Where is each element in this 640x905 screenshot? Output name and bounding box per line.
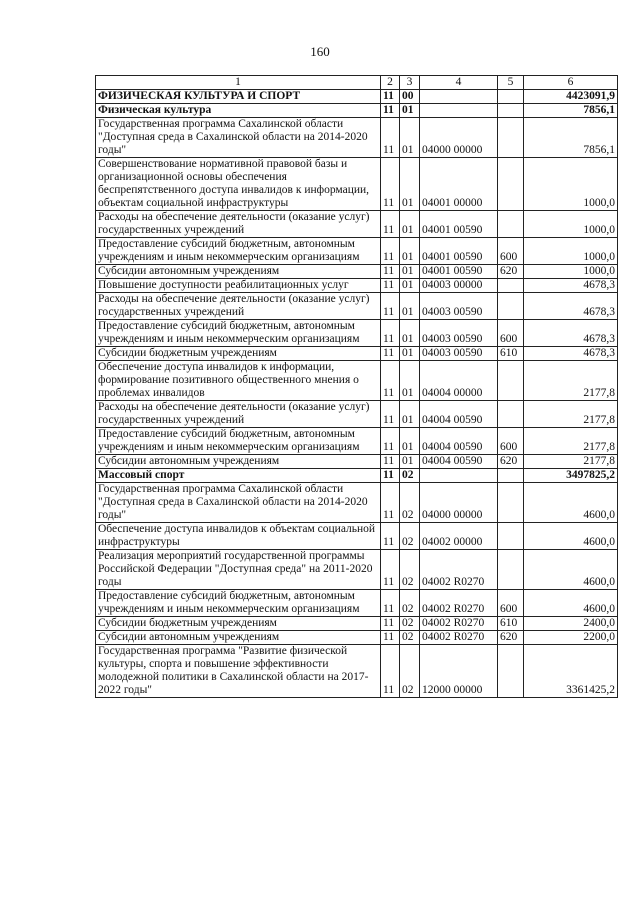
row-subsection-cell: 01 bbox=[400, 265, 420, 279]
row-subsection-cell: 02 bbox=[400, 523, 420, 550]
row-subsection-cell: 01 bbox=[400, 455, 420, 469]
row-name-cell: Субсидии автономным учреждениям bbox=[96, 631, 381, 645]
row-name-cell: Предоставление субсидий бюджетным, автономным учреждениям и иным некоммерческим организациям bbox=[96, 320, 381, 347]
header-cell-2: 2 bbox=[381, 76, 400, 90]
row-section-cell: 11 bbox=[381, 347, 400, 361]
row-section-cell: 11 bbox=[381, 90, 400, 104]
row-subsection-cell: 02 bbox=[400, 590, 420, 617]
row-name-cell: Повышение доступности реабилитационных услуг bbox=[96, 279, 381, 293]
table-row bbox=[96, 631, 618, 645]
row-subsection-cell: 01 bbox=[400, 211, 420, 238]
table-row bbox=[96, 118, 618, 158]
row-section-cell: 11 bbox=[381, 211, 400, 238]
table-row bbox=[96, 469, 618, 483]
row-expense-type-cell bbox=[498, 293, 524, 320]
row-target-article-cell: 04002 R0270 bbox=[420, 550, 498, 590]
row-section-cell: 11 bbox=[381, 293, 400, 320]
row-amount-cell: 1000,0 bbox=[524, 158, 618, 211]
row-subsection-cell: 01 bbox=[400, 401, 420, 428]
row-target-article-cell: 04002 R0270 bbox=[420, 617, 498, 631]
row-name-cell: Субсидии автономным учреждениям bbox=[96, 455, 381, 469]
row-amount-cell: 4678,3 bbox=[524, 279, 618, 293]
table-row bbox=[96, 483, 618, 523]
row-expense-type-cell bbox=[498, 211, 524, 238]
row-expense-type-cell: 620 bbox=[498, 265, 524, 279]
row-section-cell: 11 bbox=[381, 118, 400, 158]
row-subsection-cell: 02 bbox=[400, 617, 420, 631]
row-target-article-cell: 04004 00590 bbox=[420, 401, 498, 428]
row-target-article-cell: 04001 00000 bbox=[420, 158, 498, 211]
row-subsection-cell: 02 bbox=[400, 550, 420, 590]
row-expense-type-cell: 600 bbox=[498, 428, 524, 455]
row-amount-cell: 4678,3 bbox=[524, 347, 618, 361]
row-subsection-cell: 02 bbox=[400, 483, 420, 523]
row-target-article-cell: 04004 00590 bbox=[420, 428, 498, 455]
row-subsection-cell: 02 bbox=[400, 631, 420, 645]
table-row bbox=[96, 104, 618, 118]
row-target-article-cell: 04000 00000 bbox=[420, 483, 498, 523]
header-cell-1: 1 bbox=[96, 76, 381, 90]
row-target-article-cell: 04001 00590 bbox=[420, 238, 498, 265]
row-target-article-cell: 04001 00590 bbox=[420, 265, 498, 279]
row-expense-type-cell bbox=[498, 469, 524, 483]
row-amount-cell: 3361425,2 bbox=[524, 645, 618, 698]
row-target-article-cell: 04002 R0270 bbox=[420, 631, 498, 645]
row-section-cell: 11 bbox=[381, 428, 400, 455]
row-name-cell: Предоставление субсидий бюджетным, автономным учреждениям и иным некоммерческим организациям bbox=[96, 590, 381, 617]
row-target-article-cell: 12000 00000 bbox=[420, 645, 498, 698]
row-section-cell: 11 bbox=[381, 320, 400, 347]
row-target-article-cell: 04001 00590 bbox=[420, 211, 498, 238]
row-expense-type-cell bbox=[498, 550, 524, 590]
row-amount-cell: 4423091,9 bbox=[524, 90, 618, 104]
row-subsection-cell: 02 bbox=[400, 645, 420, 698]
table-row bbox=[96, 90, 618, 104]
row-section-cell: 11 bbox=[381, 279, 400, 293]
row-subsection-cell: 01 bbox=[400, 428, 420, 455]
row-name-cell: Государственная программа "Развитие физической культуры, спорта и повышение эффективности молодежной политики в Сахалинской области на 2017-2022 годы" bbox=[96, 645, 381, 698]
row-amount-cell: 1000,0 bbox=[524, 238, 618, 265]
row-section-cell: 11 bbox=[381, 401, 400, 428]
row-expense-type-cell bbox=[498, 118, 524, 158]
row-amount-cell: 2400,0 bbox=[524, 617, 618, 631]
table-row bbox=[96, 361, 618, 401]
row-expense-type-cell bbox=[498, 158, 524, 211]
table-row bbox=[96, 265, 618, 279]
row-expense-type-cell: 620 bbox=[498, 455, 524, 469]
row-target-article-cell: 04003 00000 bbox=[420, 279, 498, 293]
row-subsection-cell: 01 bbox=[400, 347, 420, 361]
row-expense-type-cell bbox=[498, 401, 524, 428]
table-row bbox=[96, 238, 618, 265]
table-row bbox=[96, 279, 618, 293]
row-expense-type-cell: 600 bbox=[498, 590, 524, 617]
header-cell-6: 6 bbox=[524, 76, 618, 90]
row-name-cell: Обеспечение доступа инвалидов к информации, формирование позитивного общественного мнения о проблемах инвалидов bbox=[96, 361, 381, 401]
row-amount-cell: 2177,8 bbox=[524, 455, 618, 469]
row-expense-type-cell: 600 bbox=[498, 238, 524, 265]
table-row bbox=[96, 617, 618, 631]
row-name-cell: Физическая культура bbox=[96, 104, 381, 118]
table-row bbox=[96, 211, 618, 238]
row-section-cell: 11 bbox=[381, 645, 400, 698]
row-amount-cell: 2177,8 bbox=[524, 361, 618, 401]
row-amount-cell: 4678,3 bbox=[524, 320, 618, 347]
row-name-cell: Предоставление субсидий бюджетным, автономным учреждениям и иным некоммерческим организациям bbox=[96, 238, 381, 265]
row-name-cell: Совершенствование нормативной правовой базы и организационной основы обеспечения беспрепятственного доступа инвалидов к информации, объектам социальной инфраструктуры bbox=[96, 158, 381, 211]
row-target-article-cell: 04000 00000 bbox=[420, 118, 498, 158]
row-name-cell: Реализация мероприятий государственной программы Российской Федерации "Доступная среда" на 2011-2020 годы bbox=[96, 550, 381, 590]
row-expense-type-cell bbox=[498, 483, 524, 523]
table-row bbox=[96, 523, 618, 550]
table-header-row bbox=[96, 76, 618, 90]
row-amount-cell: 1000,0 bbox=[524, 265, 618, 279]
row-section-cell: 11 bbox=[381, 104, 400, 118]
row-target-article-cell: 04002 00000 bbox=[420, 523, 498, 550]
row-section-cell: 11 bbox=[381, 631, 400, 645]
page-number: 160 bbox=[310, 44, 330, 59]
row-name-cell: Массовый спорт bbox=[96, 469, 381, 483]
row-expense-type-cell: 610 bbox=[498, 617, 524, 631]
budget-table bbox=[95, 75, 618, 698]
table-row bbox=[96, 401, 618, 428]
row-amount-cell: 2200,0 bbox=[524, 631, 618, 645]
row-name-cell: Субсидии бюджетным учреждениям bbox=[96, 347, 381, 361]
row-name-cell: Предоставление субсидий бюджетным, автономным учреждениям и иным некоммерческим организациям bbox=[96, 428, 381, 455]
row-section-cell: 11 bbox=[381, 523, 400, 550]
row-expense-type-cell: 600 bbox=[498, 320, 524, 347]
row-expense-type-cell bbox=[498, 104, 524, 118]
row-section-cell: 11 bbox=[381, 550, 400, 590]
table-row bbox=[96, 645, 618, 698]
row-target-article-cell: 04002 R0270 bbox=[420, 590, 498, 617]
row-amount-cell: 4600,0 bbox=[524, 483, 618, 523]
row-amount-cell: 7856,1 bbox=[524, 104, 618, 118]
row-section-cell: 11 bbox=[381, 265, 400, 279]
row-section-cell: 11 bbox=[381, 469, 400, 483]
row-name-cell: Государственная программа Сахалинской области "Доступная среда в Сахалинской области на 2014-2020 годы" bbox=[96, 118, 381, 158]
row-name-cell: Государственная программа Сахалинской области "Доступная среда в Сахалинской области на 2014-2020 годы" bbox=[96, 483, 381, 523]
row-amount-cell: 4600,0 bbox=[524, 590, 618, 617]
row-amount-cell: 3497825,2 bbox=[524, 469, 618, 483]
row-expense-type-cell bbox=[498, 645, 524, 698]
row-amount-cell: 2177,8 bbox=[524, 401, 618, 428]
row-expense-type-cell bbox=[498, 279, 524, 293]
row-subsection-cell: 01 bbox=[400, 118, 420, 158]
table-row bbox=[96, 158, 618, 211]
row-target-article-cell: 04003 00590 bbox=[420, 320, 498, 347]
row-name-cell: Расходы на обеспечение деятельности (оказание услуг) государственных учреждений bbox=[96, 401, 381, 428]
row-subsection-cell: 01 bbox=[400, 361, 420, 401]
row-name-cell: Субсидии автономным учреждениям bbox=[96, 265, 381, 279]
row-expense-type-cell: 610 bbox=[498, 347, 524, 361]
row-subsection-cell: 00 bbox=[400, 90, 420, 104]
row-section-cell: 11 bbox=[381, 158, 400, 211]
row-target-article-cell: 04003 00590 bbox=[420, 293, 498, 320]
row-amount-cell: 4600,0 bbox=[524, 523, 618, 550]
row-name-cell: Расходы на обеспечение деятельности (оказание услуг) государственных учреждений bbox=[96, 211, 381, 238]
row-expense-type-cell: 620 bbox=[498, 631, 524, 645]
header-cell-4: 4 bbox=[420, 76, 498, 90]
row-section-cell: 11 bbox=[381, 361, 400, 401]
row-name-cell: Обеспечение доступа инвалидов к объектам социальной инфраструктуры bbox=[96, 523, 381, 550]
row-target-article-cell bbox=[420, 469, 498, 483]
row-amount-cell: 1000,0 bbox=[524, 211, 618, 238]
row-expense-type-cell bbox=[498, 90, 524, 104]
header-cell-5: 5 bbox=[498, 76, 524, 90]
table-row bbox=[96, 590, 618, 617]
row-amount-cell: 4600,0 bbox=[524, 550, 618, 590]
row-subsection-cell: 01 bbox=[400, 238, 420, 265]
table-row bbox=[96, 320, 618, 347]
row-amount-cell: 4678,3 bbox=[524, 293, 618, 320]
row-section-cell: 11 bbox=[381, 238, 400, 265]
table-row bbox=[96, 455, 618, 469]
row-name-cell: Расходы на обеспечение деятельности (оказание услуг) государственных учреждений bbox=[96, 293, 381, 320]
row-section-cell: 11 bbox=[381, 617, 400, 631]
header-cell-3: 3 bbox=[400, 76, 420, 90]
row-subsection-cell: 01 bbox=[400, 293, 420, 320]
row-subsection-cell: 01 bbox=[400, 320, 420, 347]
table-row bbox=[96, 347, 618, 361]
row-subsection-cell: 01 bbox=[400, 279, 420, 293]
row-expense-type-cell bbox=[498, 361, 524, 401]
row-subsection-cell: 01 bbox=[400, 104, 420, 118]
row-target-article-cell: 04004 00590 bbox=[420, 455, 498, 469]
row-expense-type-cell bbox=[498, 523, 524, 550]
row-target-article-cell: 04003 00590 bbox=[420, 347, 498, 361]
table-row bbox=[96, 293, 618, 320]
row-section-cell: 11 bbox=[381, 590, 400, 617]
table-row bbox=[96, 428, 618, 455]
row-name-cell: Субсидии бюджетным учреждениям bbox=[96, 617, 381, 631]
row-subsection-cell: 01 bbox=[400, 158, 420, 211]
row-section-cell: 11 bbox=[381, 455, 400, 469]
row-target-article-cell bbox=[420, 104, 498, 118]
table-row bbox=[96, 550, 618, 590]
row-target-article-cell: 04004 00000 bbox=[420, 361, 498, 401]
row-name-cell: ФИЗИЧЕСКАЯ КУЛЬТУРА И СПОРТ bbox=[96, 90, 381, 104]
row-section-cell: 11 bbox=[381, 483, 400, 523]
row-target-article-cell bbox=[420, 90, 498, 104]
row-amount-cell: 7856,1 bbox=[524, 118, 618, 158]
row-amount-cell: 2177,8 bbox=[524, 428, 618, 455]
row-subsection-cell: 02 bbox=[400, 469, 420, 483]
